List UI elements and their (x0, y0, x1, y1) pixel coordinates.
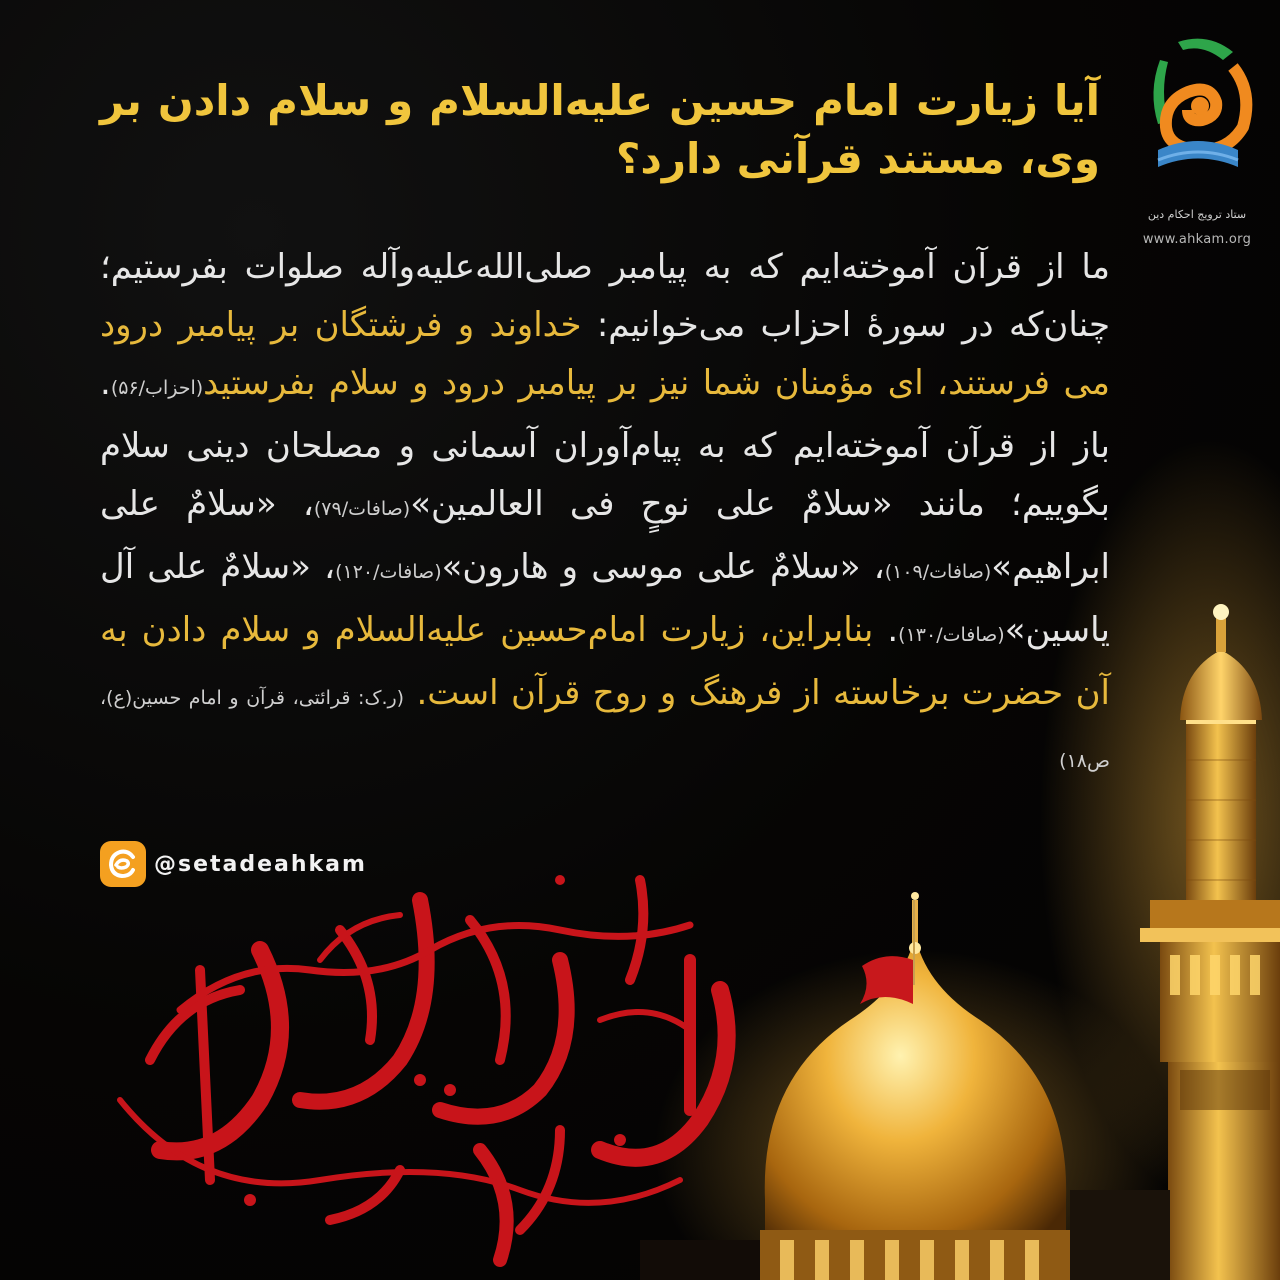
source-citation: (ر.ک: قرائتی، قرآن و امام حسین(ع)، ص۱۸) (100, 687, 1110, 772)
reference-saffat-130: (صافات/۱۳۰) (898, 624, 1005, 646)
logo-website: www.ahkam.org (1142, 232, 1252, 247)
quote-al-yasin: ، «سلامٌ علی آل یاسین» (100, 547, 1110, 650)
body-text-part3: . (873, 610, 899, 650)
quote-ahzab: خداوند و فرشتگان بر پیامبر درود می فرستند، ای مؤمنان شما نیز بر پیامبر درود و سلام بفرستید (100, 305, 1110, 403)
post-title: آیا زیارت امام حسین علیه‌السلام و سلام دادن بر وی، مستند قرآنی دارد؟ (100, 76, 1100, 183)
reference-ahzab: (احزاب/۵۶) (110, 377, 204, 399)
body-text-part2: . باز از قرآن آموخته‌ایم که به پیام‌آوران آسمانی و مصلحان دینی سلام بگوییم؛ مانند (100, 363, 1110, 524)
social-handle-text[interactable]: @setadeahkam (154, 851, 367, 877)
quote-nuh: «سلامٌ علی نوحٍ فی العالمین» (410, 484, 893, 524)
quote-musa-harun: ، «سلامٌ علی موسی و هارون» (441, 547, 885, 587)
quote-ibrahim: ، «سلامٌ علی ابراهیم» (100, 484, 1110, 587)
post-body (100, 238, 1110, 790)
reference-saffat-120: (صافات/۱۲۰) (335, 561, 442, 583)
organization-logo (1128, 32, 1270, 247)
logo-name: ستاد ترویج احکام دین (1147, 208, 1247, 221)
conclusion-keyword: بنابراین، (759, 610, 874, 650)
ahkam-logo-icon (1138, 32, 1258, 182)
conclusion-text: زیارت امام‌حسین علیه‌السلام و سلام دادن به آن حضرت برخاسته از فرهنگ و روح قرآن است. (100, 610, 1110, 713)
body-text-part1: ما از قرآن آموخته‌ایم که به پیامبر صلی‌الله‌علیه‌وآله صلوات بفرستیم؛ چنان‌که در سورۀ احزاب می‌خوانیم: (100, 247, 1110, 345)
reference-saffat-109: (صافات/۱۰۹) (884, 561, 992, 583)
eitaa-icon[interactable] (100, 841, 146, 887)
social-handle-row[interactable] (100, 840, 367, 888)
reference-saffat-79: (صافات/۷۹) (313, 498, 411, 520)
